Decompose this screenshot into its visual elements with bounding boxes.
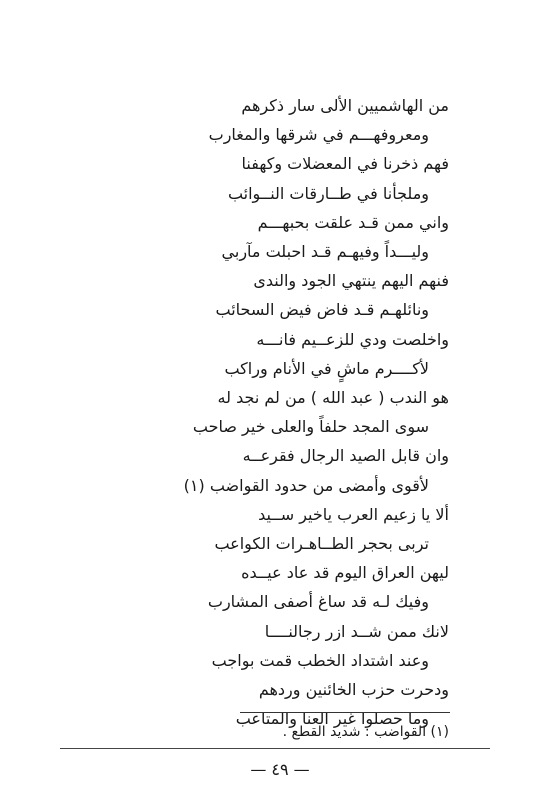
footnote: (١) القواضب : شديد القطع .: [282, 724, 449, 740]
footnote-divider: [240, 712, 450, 713]
poem-line: لأقوى وأمضى من حدود القواضب (١): [183, 475, 429, 495]
poem-line: واخلصت ودي للزعــيم فانـــه: [256, 329, 449, 349]
poem-line: لانك ممن شــد ازر رجالنــــا: [264, 621, 449, 641]
poem-line: ونائلهـم قـد فاض فيض السحائب: [215, 300, 429, 320]
poem-line: من الهاشميين الألى سار ذكرهم: [241, 96, 449, 115]
page-bottom-rule: [60, 748, 490, 749]
poem-line: ليهن العراق اليوم قد عاد عيــده: [241, 563, 449, 583]
poem-line: ودحرت حزب الخائنين وردهم: [258, 680, 449, 699]
poem-line: سوى المجد حلفاً والعلى خير صاحب: [192, 417, 429, 437]
poem-line: وما حصلوا غير العنا والمتاعب: [235, 709, 429, 729]
poem-line: فنهم اليهم ينتهي الجود والندى: [253, 271, 449, 291]
poem-line: فهم ذخرنا في المعضلات وكهفنا: [241, 154, 449, 174]
page-number: — ٤٩ —: [250, 760, 310, 779]
poem-line: لأكــــرم ماشٍ في الأنام وراكب: [224, 358, 429, 378]
poem-line: وملجأنا في طــارقات النــوائب: [227, 183, 429, 203]
poem-line: واني ممن قـد علقت بحبهـــم: [257, 212, 449, 232]
poem-line: وعند اشتداد الخطب قمت بواجب: [211, 650, 429, 670]
poem-line: هو الندب ( عبد الله ) من لم نجد له: [217, 388, 449, 407]
poem-line: وفيك لـه قد ساغ أصفى المشارب: [207, 592, 429, 612]
poem-line: وان قابل الصيد الرجال فقرعــه: [242, 446, 449, 466]
poem-line: تربى بحجر الطــاهـرات الكواعب: [214, 534, 429, 553]
poem-line: وليـــداً وفيهـم قـد احبلت مآربي: [221, 242, 429, 261]
poem-line: ومعروفهـــم في شرقها والمغارب: [208, 125, 429, 145]
poem-line: ألا يا زعيم العرب ياخير ســيد: [258, 504, 449, 524]
